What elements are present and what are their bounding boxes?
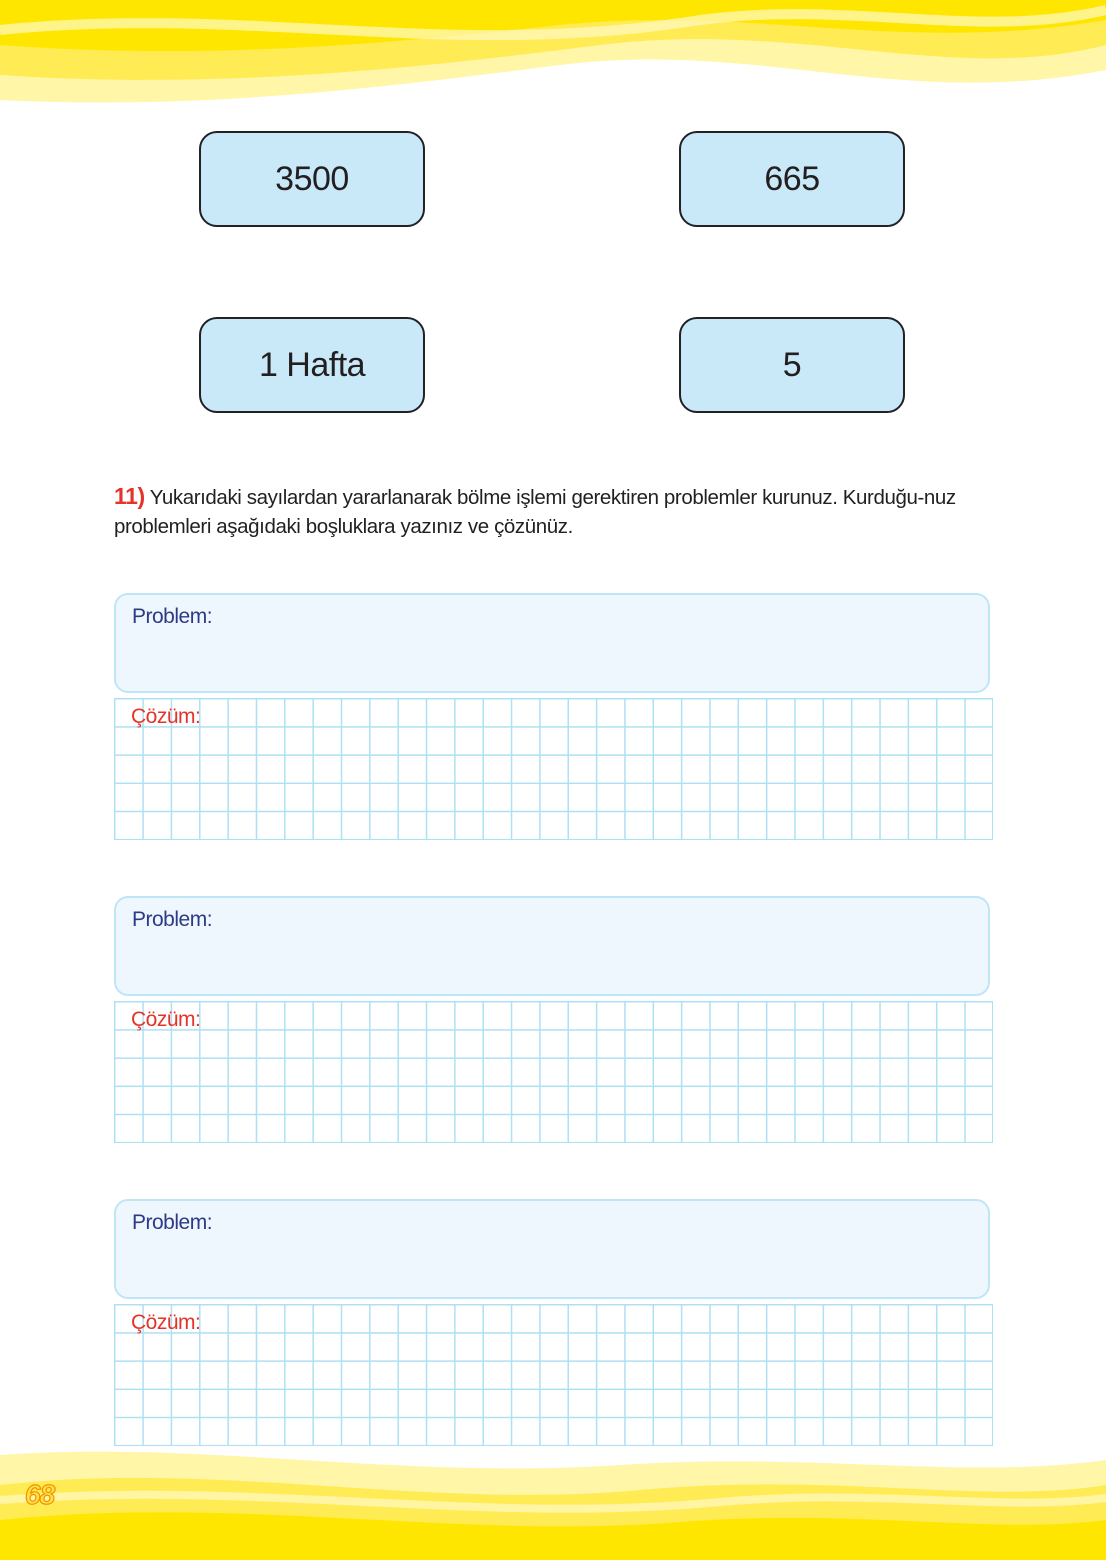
number-card-1-week: 1 Hafta [199, 317, 425, 413]
question-11 [114, 482, 994, 541]
bottom-yellow-wave [0, 1440, 1106, 1560]
question-text: Yukarıdaki sayılardan yararlanarak bölme işlemi gerektiren problemler kurunuz. Kurduğu-nuz problemleri aşağıdaki boşluklara yazınız ve çözünüz. [114, 486, 956, 538]
problem-label: Problem: [132, 1211, 213, 1234]
number-card-5: 5 [679, 317, 905, 413]
solution-label: Çözüm: [131, 1008, 201, 1031]
solution-grid-3[interactable] [114, 1304, 993, 1446]
solution-grid-2[interactable] [114, 1001, 993, 1143]
number-card-665: 665 [679, 131, 905, 227]
solution-label: Çözüm: [131, 705, 201, 728]
number-card-3500: 3500 [199, 131, 425, 227]
solution-grid-1[interactable] [114, 698, 993, 840]
top-yellow-wave [0, 0, 1106, 130]
problem-box-1[interactable] [114, 593, 990, 693]
question-number: 11) [114, 483, 145, 509]
problem-label: Problem: [132, 605, 213, 628]
page-number: 68 [25, 1479, 55, 1510]
problem-box-2[interactable] [114, 896, 990, 996]
problem-label: Problem: [132, 908, 213, 931]
solution-label: Çözüm: [131, 1311, 201, 1334]
problem-box-3[interactable] [114, 1199, 990, 1299]
